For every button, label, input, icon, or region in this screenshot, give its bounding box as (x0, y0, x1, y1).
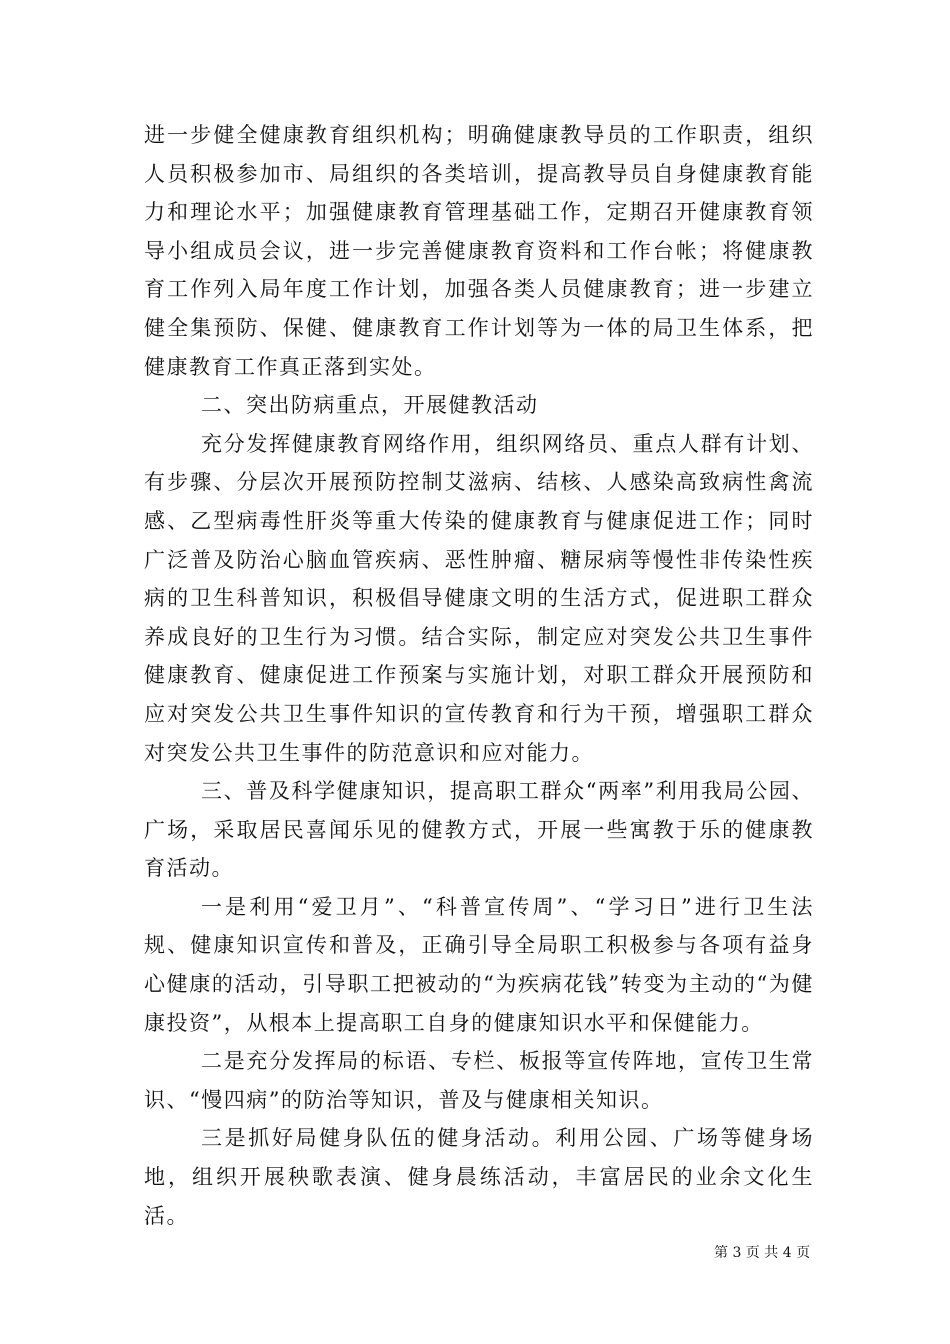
paragraph-continuation: 进一步健全健康教育组织机构；明确健康教导员的工作职责，组织人员积极参加市、局组织的各类培训，提高教导员自身健康教育能力和理论水平；加强健康教育管理基础工作，定期召开健康教育领导小组成员会议，进一步完善健康教育资料和工作台帐；将健康教育工作列入局年度工作计划，加强各类人员健康教育；进一步建立健全集预防、保健、健康教育工作计划等为一体的局卫生体系，把健康教育工作真正落到实处。 (144, 123, 814, 379)
document-body (144, 116, 814, 1235)
paragraph-item-one: 一是利用“爱卫月”、“科普宣传周”、“学习日”进行卫生法规、健康知识宣传和普及，正确引导全局职工积极参与各项有益身心健康的活动，引导职工把被动的“为疾病花钱”转变为主动的“为健康投资”，从根本上提高职工自身的健康知识水平和保健能力。 (144, 894, 814, 1035)
paragraph-item-two: 二是充分发挥局的标语、专栏、板报等宣传阵地，宣传卫生常识、“慢四病”的防治等知识，普及与健康相关知识。 (144, 1049, 814, 1112)
paragraph-health-network: 充分发挥健康教育网络作用，组织网络员、重点人群有计划、有步骤、分层次开展预防控制艾滋病、结核、人感染高致病性禽流感、乙型病毒性肝炎等重大传染的健康教育与健康促进工作；同时广泛普及防治心脑血管疾病、恶性肿瘤、糖尿病等慢性非传染性疾病的卫生科普知识，积极倡导健康文明的生活方式，促进职工群众养成良好的卫生行为习惯。结合实际，制定应对突发公共卫生事件健康教育、健康促进工作预案与实施计划，对职工群众开展预防和应对突发公共卫生事件知识的宣传教育和行为干预，增强职工群众对突发公共卫生事件的防范意识和应对能力。 (144, 431, 814, 765)
section-heading-two: 二、突出防病重点，开展健教活动 (201, 393, 539, 418)
page-number-footer: 第 3 页 共 4 页 (714, 1245, 811, 1261)
paragraph-item-three: 三是抓好局健身队伍的健身活动。利用公园、广场等健身场地，组织开展秧歌表演、健身晨练活动，丰富居民的业余文化生活。 (144, 1126, 814, 1228)
section-heading-three: 三、普及科学健康知识，提高职工群众“两率”利用我局公园、广场，采取居民喜闻乐见的健教方式，开展一些寓教于乐的健康教育活动。 (144, 779, 814, 881)
